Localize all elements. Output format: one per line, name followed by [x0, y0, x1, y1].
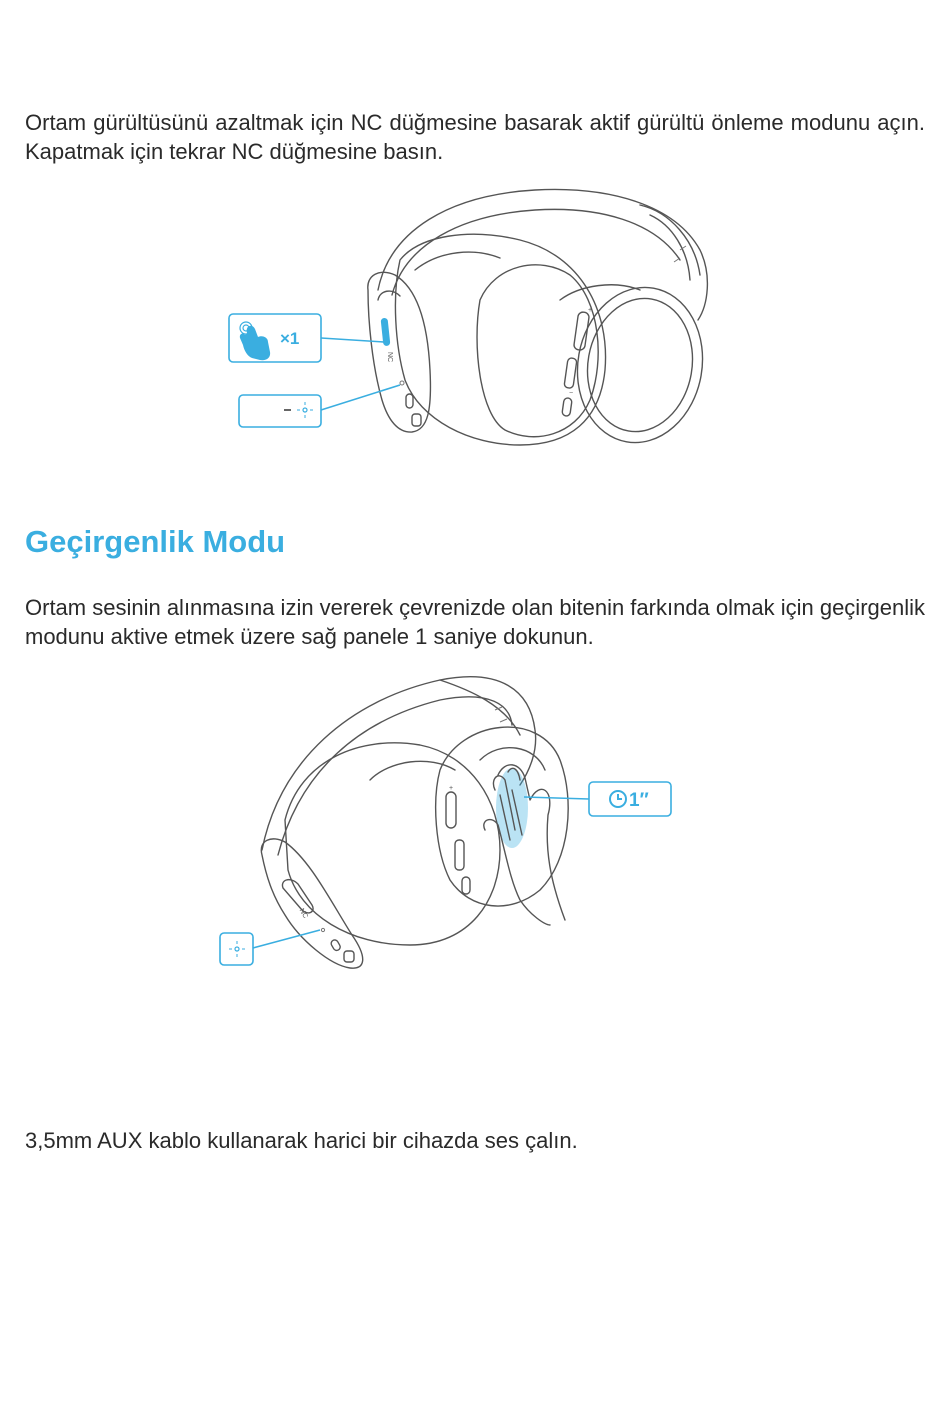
- headphones-transparency-illustration: [0, 665, 950, 975]
- transparency-instruction-text: Ortam sesinin alınmasına izin vererek çevrenizde olan bitenin farkında olmak için geçirgenlik modunu aktive etmek üzere sağ panele 1 saniye dokunun.: [25, 595, 925, 649]
- press-count: ×1: [280, 329, 300, 348]
- headphones-nc-illustration: [0, 180, 950, 460]
- hold-time: 1″: [629, 790, 649, 811]
- svg-text:+: +: [588, 307, 593, 314]
- led-indicator-icon: [229, 941, 245, 957]
- aux-instruction-text: 3,5mm AUX kablo kullanarak harici bir cihazda ses çalın.: [25, 1128, 578, 1153]
- led-indicator-icon: [284, 402, 313, 418]
- nc-label-small-2: NC: [297, 907, 309, 920]
- tap-hand-icon: [240, 322, 270, 360]
- svg-text:+: +: [449, 785, 454, 792]
- clock-icon: [610, 791, 626, 807]
- led-callout-box: [239, 395, 321, 427]
- nc-instruction-text: Ortam gürültüsünü azaltmak için NC düğmesine basarak aktif gürültü önleme modunu açın. Kapatmak için tekrar NC düğmesine basın.: [25, 110, 925, 164]
- led-callout-box-2: [220, 933, 253, 965]
- nc-label-small: NC: [386, 352, 393, 363]
- svg-text:−: −: [569, 390, 574, 397]
- transparency-heading: Geçirgenlik Modu: [25, 524, 286, 559]
